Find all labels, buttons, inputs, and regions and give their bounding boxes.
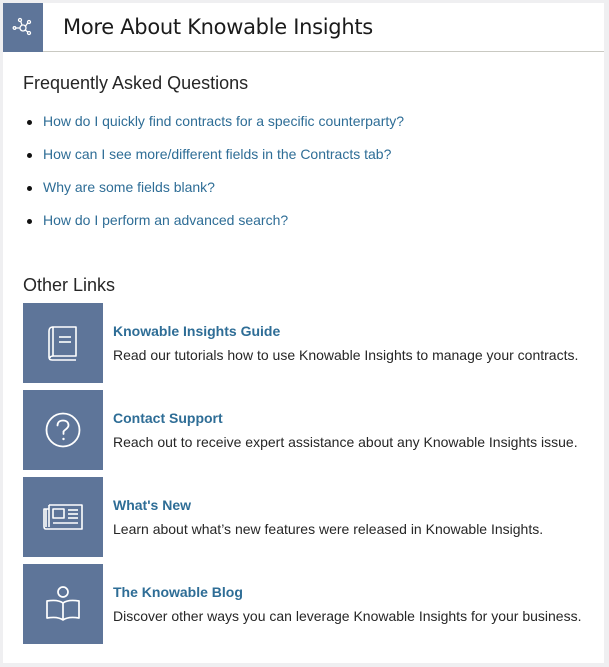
link-description: Read our tutorials how to use Knowable Insights to manage your contracts.: [113, 347, 579, 363]
link-text: [113, 410, 578, 450]
newspaper-icon[interactable]: [23, 477, 103, 557]
panel-title: More About Knowable Insights: [63, 15, 373, 39]
link-knowable-blog[interactable]: [23, 564, 581, 644]
faq-list: [27, 113, 404, 245]
link-description: Reach out to receive expert assistance about any Knowable Insights issue.: [113, 434, 578, 450]
network-hub-icon: [3, 3, 43, 52]
faq-item: [27, 113, 404, 146]
link-title[interactable]: Contact Support: [113, 410, 223, 426]
link-text: [113, 497, 543, 537]
question-circle-icon[interactable]: [23, 390, 103, 470]
faq-link-blank-fields[interactable]: Why are some fields blank?: [43, 179, 215, 195]
faq-link-advanced-search[interactable]: How do I perform an advanced search?: [43, 212, 289, 228]
link-contact-support[interactable]: [23, 390, 581, 470]
panel-header: [3, 3, 604, 52]
link-description: Discover other ways you can leverage Knowable Insights for your business.: [113, 608, 582, 624]
link-knowable-insights-guide[interactable]: [23, 303, 581, 383]
faq-link-more-fields[interactable]: How can I see more/different fields in the Contracts tab?: [43, 146, 392, 162]
book-icon[interactable]: [23, 303, 103, 383]
other-links-heading: Other Links: [23, 275, 116, 295]
faq-link-counterparty[interactable]: How do I quickly find contracts for a specific counterparty?: [43, 113, 405, 129]
link-text: [113, 584, 581, 624]
faq-item: [27, 179, 404, 212]
link-whats-new[interactable]: [23, 477, 581, 557]
link-title[interactable]: The Knowable Blog: [113, 584, 243, 600]
link-title[interactable]: What's New: [113, 497, 192, 513]
link-title[interactable]: Knowable Insights Guide: [113, 323, 281, 339]
faq-item: [27, 212, 404, 245]
faq-item: [27, 146, 404, 179]
more-about-panel: [3, 3, 604, 663]
other-links-list: [23, 303, 581, 651]
link-text: [113, 323, 578, 363]
reader-icon[interactable]: [23, 564, 103, 644]
link-description: Learn about what’s new features were released in Knowable Insights.: [113, 521, 544, 537]
faq-heading: Frequently Asked Questions: [23, 73, 249, 93]
